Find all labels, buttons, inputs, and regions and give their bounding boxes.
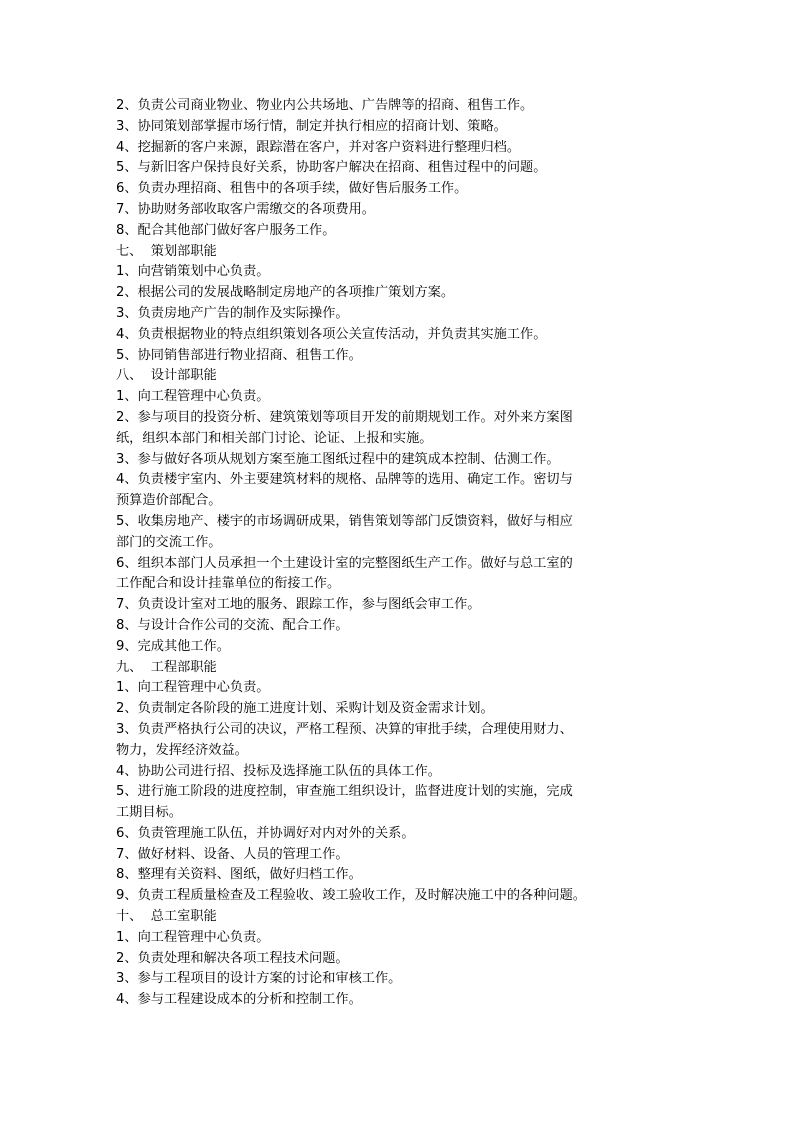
text-line: 4、协助公司进行招、投标及选择施工队伍的具体工作。 [116,763,441,779]
text-line: 4、负责楼宇室内、外主要建筑材料的规格、品牌等的选用、确定工作。密切与 [116,472,573,488]
text-line: 3、参与工程项目的设计方案的讨论和审核工作。 [116,971,402,987]
text-line: 工作配合和设计挂靠单位的衔接工作。 [116,576,341,592]
text-line: 8、与设计合作公司的交流、配合工作。 [116,617,349,633]
document-page [116,96,686,1011]
text-line: 1、向营销策划中心负责。 [116,264,270,280]
text-line: 2、负责处理和解决各项工程技术问题。 [116,950,349,966]
text-line: 8、整理有关资料、图纸，做好归档工作。 [116,867,362,883]
text-line: 7、负责设计室对工地的服务、跟踪工作，参与图纸会审工作。 [116,597,481,613]
text-line: 9、负责工程质量检查及工程验收、竣工验收工作，及时解决施工中的各种问题。 [116,888,586,904]
text-line: 1、向工程管理中心负责。 [116,680,270,696]
text-line: 5、收集房地产、楼宇的市场调研成果，销售策划等部门反馈资料，做好与相应 [116,513,573,529]
text-line: 4、挖掘新的客户来源，跟踪潜在客户，并对客户资料进行整理归档。 [116,139,521,155]
text-line: 4、参与工程建设成本的分析和控制工作。 [116,992,362,1008]
text-line: 6、组织本部门人员承担一个土建设计室的完整图纸生产工作。做好与总工室的 [116,555,573,571]
text-line: 6、负责办理招商、租售中的各项手续，做好售后服务工作。 [116,181,468,197]
text-line: 5、与新旧客户保持良好关系，协助客户解决在招商、租售过程中的问题。 [116,160,547,176]
text-line: 1、向工程管理中心负责。 [116,389,270,405]
text-line: 7、协助财务部收取客户需缴交的各项费用。 [116,201,375,217]
text-line: 2、根据公司的发展战略制定房地产的各项推广策划方案。 [116,285,455,301]
text-line: 预算造价部配合。 [116,493,222,509]
text-line: 6、负责管理施工队伍，并协调好对内对外的关系。 [116,825,415,841]
text-line: 8、配合其他部门做好客户服务工作。 [116,222,336,238]
section-heading: 十、 总工室职能 [116,909,217,925]
text-line: 3、负责房地产广告的制作及实际操作。 [116,305,349,321]
section-heading: 八、 设计部职能 [116,368,217,384]
text-line: 3、协同策划部掌握市场行情，制定并执行相应的招商计划、策略。 [116,118,507,134]
text-line: 纸，组织本部门和相关部门讨论、论证、上报和实施。 [116,430,433,446]
text-line: 工期目标。 [116,805,182,821]
text-line: 7、做好材料、设备、人员的管理工作。 [116,846,349,862]
text-line: 2、参与项目的投资分析、建筑策划等项目开发的前期规划工作。对外来方案图 [116,409,573,425]
text-line: 2、负责公司商业物业、物业内公共场地、广告牌等的招商、租售工作。 [116,98,534,113]
text-line: 5、协同销售部进行物业招商、租售工作。 [116,347,362,363]
text-line: 4、负责根据物业的特点组织策划各项公关宣传活动，并负责其实施工作。 [116,326,547,342]
text-line: 部门的交流工作。 [116,534,222,550]
section-heading: 七、 策划部职能 [116,243,217,259]
text-line: 2、负责制定各阶段的施工进度计划、采购计划及资金需求计划。 [116,701,494,717]
text-line: 3、负责严格执行公司的决议，严格工程预、决算的审批手续，合理使用财力、 [116,721,573,737]
text-line: 9、完成其他工作。 [116,638,230,654]
section-heading: 九、 工程部职能 [116,659,217,675]
text-line: 物力，发挥经济效益。 [116,742,248,758]
text-line: 1、向工程管理中心负责。 [116,929,270,945]
text-line: 3、参与做好各项从规划方案至施工图纸过程中的建筑成本控制、估测工作。 [116,451,560,467]
text-line: 5、进行施工阶段的进度控制，审查施工组织设计，监督进度计划的实施，完成 [116,784,573,800]
